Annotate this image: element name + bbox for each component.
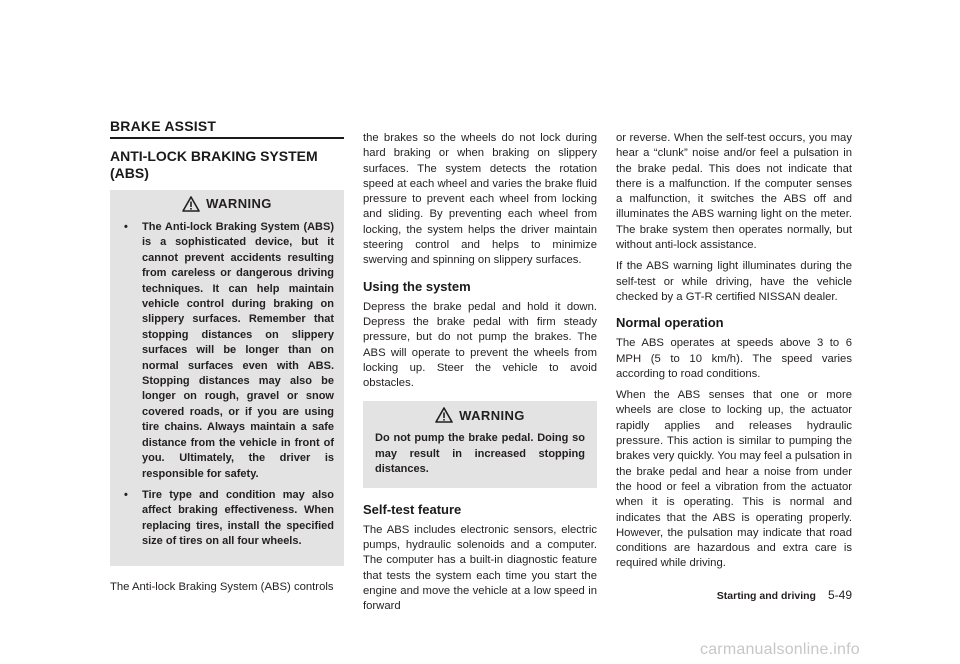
abs-heading: ANTI-LOCK BRAKING SYSTEM (ABS) (110, 148, 318, 181)
warning-item-text: Tire type and condition may also affect braking effectiveness. When replacing tires, install the specified size of tires on all four wheels. (142, 488, 334, 548)
watermark: carmanualsonline.info (700, 641, 860, 658)
page-number: 5-49 (827, 588, 852, 602)
warning-header (373, 407, 587, 423)
warning-box-1 (110, 190, 344, 566)
body-paragraph: When the ABS senses that one or more wheels are close to locking up, the actuator rapidly applies and releases hydraulic pressure. This action is similar to pumping the brakes very quickly. You may feel a pulsation in the brake pedal and hear a noise from under the hood or feel a vibration from the actuator when it is operating. This is normal and indicates that the ABS is operating properly. However, the pulsation may indicate that road conditions are hazardous and extra care is required while driving. (616, 389, 852, 570)
warning-title: WARNING (459, 407, 525, 423)
warning-box-2 (363, 401, 597, 487)
warning-triangle-icon (182, 196, 200, 212)
subheading-self-test: Self-test feature (363, 501, 462, 517)
section-header (110, 118, 344, 139)
section-rule (110, 137, 344, 139)
subheading-using-system: Using the system (363, 278, 471, 294)
footer-section-name: Starting and driving (716, 590, 816, 602)
body-paragraph: The ABS includes electronic sensors, electric pumps, hydraulic solenoids and a computer. The computer has a built-in diagnostic feature that tests the system each time you start the engine and move the vehicle at a low speed in forward (363, 523, 597, 613)
warning-item: • Tire type and condition may also affect braking effectiveness. When replacing tires, install the specified size of tires on all four wheels. (124, 488, 334, 548)
section-title: BRAKE ASSIST (110, 118, 217, 134)
warning-title: WARNING (206, 196, 272, 212)
warning-triangle-icon (435, 407, 453, 423)
body-paragraph: the brakes so the wheels do not lock during hard braking or when braking on slippery surfaces. The system detects the rotation speed at each wheel and varies the brake fluid pressure to prevent each wheel from locking and sliding. By preventing each wheel from locking, the system helps the driver maintain steering control and helps to minimize swerving and spinning on slippery surfaces. (363, 132, 597, 267)
body-paragraph: The Anti-lock Braking System (ABS) controls (110, 580, 334, 593)
subheading-normal-operation: Normal operation (616, 315, 724, 331)
column-3 (616, 131, 852, 578)
body-paragraph: or reverse. When the self-test occurs, you may hear a “clunk” noise and/or feel a pulsation in the brake pedal. This does not indicate that there is a malfunction. If the computer senses a malfunction, it switches the ABS off and illuminates the ABS warning light on the meter. The brake system then operates normally, but without anti-lock assistance. (616, 132, 852, 252)
warning-text: Do not pump the brake pedal. Doing so may result in increased stopping distances. (375, 432, 585, 476)
body-paragraph: Depress the brake pedal and hold it down. Depress the brake pedal with firm steady pressure, but do not pump the brakes. The ABS will operate to prevent the wheels from locking up. Steer the vehicle to avoid obstacles. (363, 300, 597, 390)
body-paragraph: The ABS operates at speeds above 3 to 6 MPH (5 to 10 km/h). The speed varies according to road conditions. (616, 337, 852, 380)
column-1 (110, 148, 344, 601)
body-paragraph: If the ABS warning light illuminates during the self-test or while driving, have the vehicle checked by a GT-R certified NISSAN dealer. (616, 260, 852, 303)
warning-item-text: The Anti-lock Braking System (ABS) is a sophisticated device, but it cannot prevent accidents resulting from careless or dangerous driving techniques. It can help maintain vehicle control during braking on slippery surfaces. Remember that stopping distances on slippery surfaces will be longer than on normal surfaces even with ABS. Stopping distances may also be longer on rough, gravel or snow covered roads, or if you are using tire chains. Always maintain a safe distance from the vehicle in front of you. Ultimately, the driver is responsible for safety. (142, 221, 334, 480)
column-2 (363, 131, 597, 620)
warning-item: • The Anti-lock Braking System (ABS) is a sophisticated device, but it cannot prevent accidents resulting from careless or dangerous driving techniques. It can help maintain vehicle control during braking on slippery surfaces. Remember that stopping distances on slippery surfaces will be longer than on normal surfaces even with ABS. Stopping distances may also be longer on rough, gravel or snow covered roads, or if you are using tire chains. Always maintain a safe distance from the vehicle in front of you. Ultimately, the driver is responsible for safety. (124, 221, 334, 480)
warning-list (120, 220, 334, 550)
page-footer (700, 588, 852, 602)
warning-header (120, 196, 334, 212)
